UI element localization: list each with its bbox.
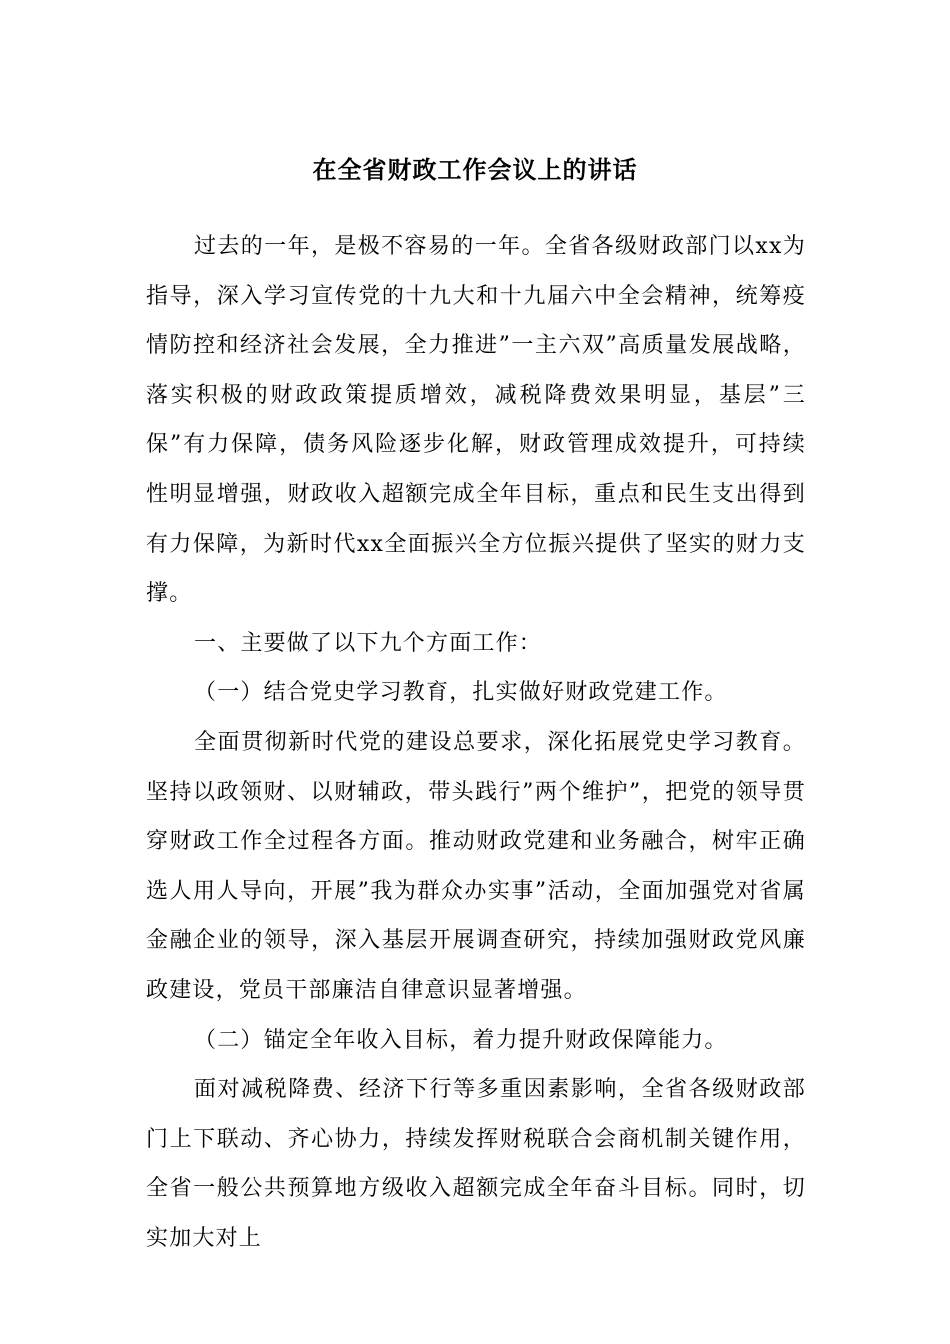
document-body — [146, 222, 806, 1263]
section-heading-main-work: 一、主要做了以下九个方面工作： — [194, 630, 543, 656]
paragraph-intro: 过去的一年，是极不容易的一年。全省各级财政部门以xx为指导，深入学习宣传党的十九大和十九届六中全会精神，统筹疫情防控和经济社会发展，全力推进”一主六双”高质量发展战略，落实积极的财政政策提质增效，减税降费效果明显，基层”三保”有力保障，债务风险逐步化解，财政管理成效提升，可持续性明显增强，财政收入超额完成全年目标，重点和民生支出得到有力保障，为新时代xx全面振兴全方位振兴提供了坚实的财力支撑。 — [146, 234, 806, 607]
subsection-heading-1: （一）结合党史学习教育，扎实做好财政党建工作。 — [194, 680, 728, 706]
paragraph-revenue: 面对减税降费、经济下行等多重因素影响，全省各级财政部门上下联动、齐心协力，持续发挥财税联合会商机制关键作用，全省一般公共预算地方级收入超额完成全年奋斗目标。同时，切实加大对上 — [146, 1077, 806, 1251]
document-title: 在全省财政工作会议上的讲话 — [312, 155, 638, 184]
subsection-heading-2: （二）锚定全年收入目标，着力提升财政保障能力。 — [194, 1027, 728, 1053]
paragraph-party-building: 全面贯彻新时代党的建设总要求，深化拓展党史学习教育。坚持以政领财、以财辅政，带头践行”两个维护”，把党的领导贯穿财政工作全过程各方面。推动财政党建和业务融合，树牢正确选人用人导向，开展”我为群众办实事”活动，全面加强党对省属金融企业的领导，深入基层开展调查研究，持续加强财政党风廉政建设，党员干部廉洁自律意识显著增强。 — [146, 729, 806, 1003]
